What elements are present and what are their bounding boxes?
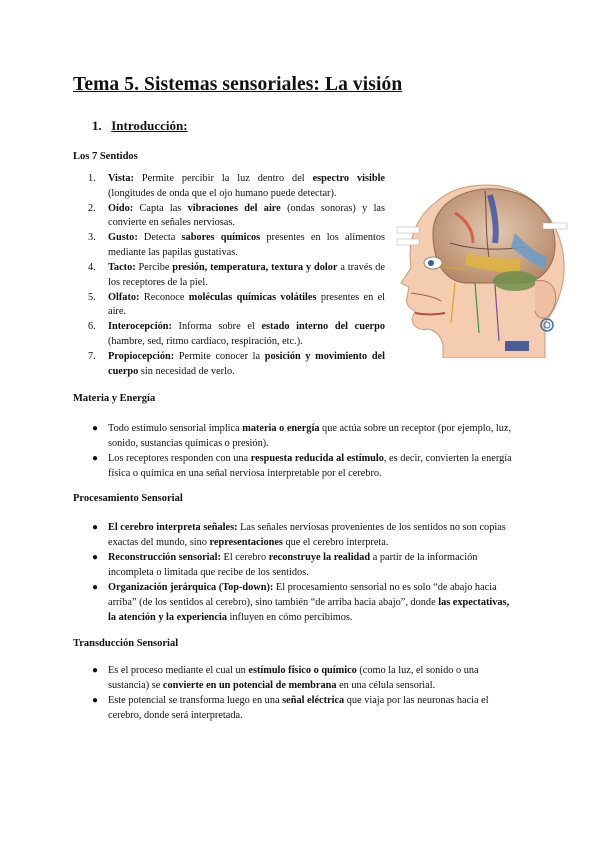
text-run: (ondas sonoras) y las convierte en señales nerviosas. [108,202,386,229]
section-number: 1. [92,118,102,133]
bullet-icon: ● [92,552,99,564]
bullet-icon: ● [92,665,99,676]
text-run: convierte en un potencial de membrana [162,679,337,691]
list-number: 1. [88,173,96,184]
list-number: 7. [88,351,96,363]
text-run: vibraciones del aire [187,202,281,214]
text-run: representaciones [209,536,283,548]
text-run: respuesta reducida al estímulo [250,453,384,465]
list-item-text [108,172,385,201]
text-run: Vista: [108,173,134,184]
list-item-text [108,522,506,548]
text-run: estímulo físico o químico [248,665,357,676]
text-run: reconstruye la realidad [268,552,371,564]
bullet-icon: ● [92,453,99,465]
list-item [92,581,512,625]
list-item-text [108,261,385,290]
text-run: posición y movimiento del cuerpo [108,351,385,377]
text-run: presentes en los alimentos mediante las papilas gustativas. [108,232,385,258]
procesamiento-list [92,521,512,626]
list-item [80,172,385,201]
list-item-text [108,695,489,721]
text-run: (como la luz, el sonido o una sustancia) se [108,665,479,691]
text-run: Detecta [137,232,182,244]
text-run: influyen en cómo percibimos. [226,611,353,623]
text-run: materia o energía [242,423,320,434]
text-run: Este potencial se transforma luego en una [108,695,283,707]
list-item [92,452,512,481]
transduccion-list [92,664,512,724]
text-run: las expectativas, la atención y la experiencia [108,596,510,623]
list-number: 3. [88,232,96,244]
list-number: 4. [88,262,96,274]
list-item [80,320,385,349]
materia-list [92,422,512,482]
list-item [92,521,512,550]
text-run: Reconoce [139,291,189,303]
list-item-text [108,453,512,479]
text-run: presentes en el aire. [108,291,386,318]
list-item-text [108,320,385,349]
text-run: en una célula sensorial. [336,679,436,691]
text-run: espectro visible [312,173,385,184]
list-item [92,551,512,580]
section-heading-introduccion [92,118,188,134]
text-run: Los receptores responden con una [108,453,251,465]
text-run: Organización jerárquica (Top-down): [108,582,274,594]
list-number: 2. [88,202,96,214]
text-run: a través de los receptores de la piel. [108,262,385,288]
list-item-text [108,665,479,691]
text-run: Tacto: [108,262,136,274]
list-item [80,350,385,379]
text-run: estado interno del cuerpo [261,321,385,333]
text-run: sin necesidad de verlo. [138,365,235,377]
text-run: Permite percibir la luz dentro del [133,173,313,184]
list-item-text [108,350,385,379]
list-number: 5. [88,291,96,303]
list-item-text [108,231,385,260]
list-item [92,664,512,693]
list-item [80,231,385,260]
text-run: Las señales nerviosas provenientes de los sentidos no son copias exactas del mundo, sino [108,522,506,548]
list-number: 6. [88,321,96,333]
brain-senses-illustration [395,173,570,358]
text-run: Permite conocer la [174,351,265,363]
text-run: El procesamiento sensorial no es solo “de abajo hacia arriba” (de los sentidos al cerebro), sino también “de arriba hacia abajo”, donde [108,582,497,608]
text-run: , es decir, convierten la energía física o química en una señal nerviosa interpretable por el cerebro. [108,453,512,479]
text-run: (hambre, sed, ritmo cardíaco, respiración, etc.). [108,336,303,348]
text-run: Reconstrucción sensorial: [108,552,221,564]
list-item-text [108,423,511,449]
list-item-text [108,552,477,578]
text-run: Es el proceso mediante el cual un [108,665,249,676]
list-item [80,202,385,231]
bullet-icon: ● [92,695,99,707]
list-item-text [108,291,385,320]
text-run: Informa sobre el [171,321,262,333]
section-label: Introducción: [111,118,188,133]
text-run: Capta las [133,202,188,214]
list-item [80,291,385,320]
list-item [92,694,512,723]
text-run: a partir de la información incompleta o limitada que recibe de los sentidos. [108,552,478,578]
text-run: que el cerebro interpreta. [282,536,389,548]
bullet-icon: ● [92,522,99,533]
list-item-text [108,582,509,622]
subheading-materia: Materia y Energía [73,393,156,404]
text-run: que viaja por las neuronas hacia el cerebro, donde será interpretada. [108,695,489,721]
text-run: que actúa sobre un receptor (por ejemplo, luz, sonido, sustancias químicas o presión). [108,423,512,449]
text-run: Oído: [108,202,134,214]
text-run: señal eléctrica [282,695,345,707]
text-run: (longitudes de onda que el ojo humano puede detectar). [108,187,337,199]
list-item [92,422,512,451]
bullet-icon: ● [92,582,99,594]
senses-list [80,172,385,380]
text-run: Percibe [135,262,173,274]
text-run: El cerebro [220,552,269,564]
text-run: Olfato: [108,291,140,303]
subheading-sentidos: Los 7 Sentidos [73,151,138,162]
text-run: El cerebro interpreta señales: [108,522,238,533]
text-run: Interocepción: [108,321,172,333]
text-run: Propiocepción: [108,351,175,363]
text-run: presión, temperatura, textura y dolor [172,262,338,274]
subheading-procesamiento: Procesamiento Sensorial [73,493,183,504]
text-run: moléculas químicas volátiles [188,291,317,303]
text-run: Todo estímulo sensorial implica [108,423,243,434]
text-run: sabores químicos [181,232,261,244]
page-title: Tema 5. Sistemas sensoriales: La visión [73,74,403,95]
list-item-text [108,202,385,231]
subheading-transduccion: Transducción Sensorial [73,638,179,649]
bullet-icon: ● [92,423,99,434]
list-item [80,261,385,290]
text-run: Gusto: [108,232,138,244]
